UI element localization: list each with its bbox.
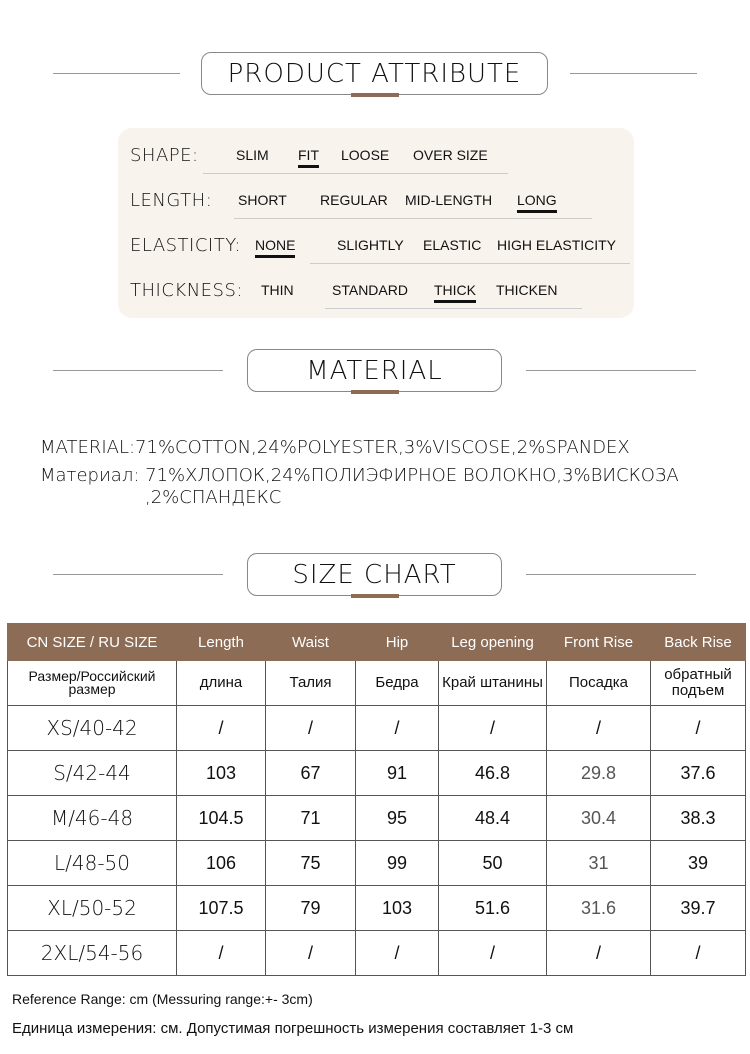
table-cell: 104.5 (177, 796, 266, 841)
table-cell: 2XL/54-56 (8, 931, 177, 976)
table-cell: / (356, 706, 439, 751)
attribute-panel (118, 128, 634, 318)
attribute-row (130, 275, 630, 305)
table-cell: 31.6 (547, 886, 651, 931)
table-cell: 48.4 (439, 796, 547, 841)
table-cell: L/48-50 (8, 841, 177, 886)
column-header-ru: Талия (266, 661, 356, 706)
attribute-option: FIT (298, 147, 319, 163)
attribute-option: ELASTIC (423, 237, 482, 253)
table-row (8, 841, 746, 886)
attribute-option: MID-LENGTH (405, 192, 493, 208)
table-cell: / (651, 931, 746, 976)
attribute-row (130, 140, 630, 170)
attribute-label: THICKNESS: (130, 279, 243, 301)
attribute-option: NONE (255, 237, 296, 253)
table-cell: 38.3 (651, 796, 746, 841)
table-cell: 31 (547, 841, 651, 886)
column-header-ru: Посадка (547, 661, 651, 706)
table-cell: / (439, 706, 547, 751)
table-cell: XS/40-42 (8, 706, 177, 751)
material-ru-value-cont: ,2%СПАНДЕКС (145, 487, 282, 508)
table-cell: 46.8 (439, 751, 547, 796)
attribute-option: THICKEN (496, 282, 558, 298)
attribute-option: SLIGHTLY (337, 237, 404, 253)
table-cell: 103 (177, 751, 266, 796)
material-en-value: 71%COTTON,24%POLYESTER,3%VISCOSE,2%SPANDEX (135, 437, 630, 458)
note-ru: Единица измерения: см. Допустимая погрешность измерения составляет 1-3 см (12, 1020, 574, 1037)
table-cell: 107.5 (177, 886, 266, 931)
column-header: CN SIZE / RU SIZE (8, 624, 177, 661)
attribute-option: SHORT (238, 192, 287, 208)
table-cell: / (651, 706, 746, 751)
note-en: Reference Range: cm (Messuring range:+- 3cm) (12, 991, 313, 1007)
attribute-option: THICK (434, 282, 476, 298)
column-header: Length (177, 624, 266, 661)
column-header: Leg opening (439, 624, 547, 661)
column-header: Front Rise (547, 624, 651, 661)
table-cell: / (439, 931, 547, 976)
table-cell: XL/50-52 (8, 886, 177, 931)
table-row (8, 796, 746, 841)
table-cell: 103 (356, 886, 439, 931)
table-cell: / (266, 931, 356, 976)
table-cell: 37.6 (651, 751, 746, 796)
table-cell: 95 (356, 796, 439, 841)
table-cell: 71 (266, 796, 356, 841)
table-cell: 79 (266, 886, 356, 931)
table-cell: / (547, 931, 651, 976)
table-cell: / (177, 931, 266, 976)
section-title: MATERIAL (247, 349, 502, 392)
attribute-row (130, 230, 630, 260)
attribute-option: LOOSE (341, 147, 390, 163)
table-cell: 67 (266, 751, 356, 796)
table-row (8, 931, 746, 976)
table-cell: 39 (651, 841, 746, 886)
column-header-ru: Край штанины (439, 661, 547, 706)
attribute-option: THIN (261, 282, 294, 298)
section-title: SIZE CHART (247, 553, 502, 596)
attribute-label: SHAPE: (130, 144, 199, 166)
table-cell: 91 (356, 751, 439, 796)
table-cell: M/46-48 (8, 796, 177, 841)
header-row-ru (8, 661, 746, 706)
table-row (8, 751, 746, 796)
table-row (8, 706, 746, 751)
table-cell: 39.7 (651, 886, 746, 931)
table-cell: 99 (356, 841, 439, 886)
header-row (8, 624, 746, 661)
material-ru-label: Материал: (40, 465, 140, 486)
column-header-ru: обратный подъем (651, 661, 746, 706)
attribute-option: HIGH ELASTICITY (497, 237, 617, 253)
table-cell: 29.8 (547, 751, 651, 796)
attribute-option: LONG (517, 192, 557, 208)
material-en-label: MATERIAL: (40, 437, 136, 458)
table-cell: / (547, 706, 651, 751)
column-header: Hip (356, 624, 439, 661)
table-cell: / (266, 706, 356, 751)
material-en (40, 437, 630, 458)
table-cell: 106 (177, 841, 266, 886)
attribute-option: REGULAR (320, 192, 388, 208)
column-header-ru: Бедра (356, 661, 439, 706)
table-cell: 75 (266, 841, 356, 886)
table-cell: 51.6 (439, 886, 547, 931)
attribute-row (130, 185, 630, 215)
attribute-label: ELASTICITY: (130, 234, 241, 256)
attribute-option: SLIM (236, 147, 269, 163)
column-header: Waist (266, 624, 356, 661)
column-header: Back Rise (651, 624, 746, 661)
size-chart-table (7, 623, 746, 976)
material-ru (40, 465, 679, 486)
attribute-label: LENGTH: (130, 189, 213, 211)
material-ru-value: 71%ХЛОПОК,24%ПОЛИЭФИРНОЕ ВОЛОКНО,3%ВИСКОЗА (145, 465, 679, 486)
attribute-option: STANDARD (332, 282, 408, 298)
attribute-option: OVER SIZE (413, 147, 488, 163)
table-row (8, 886, 746, 931)
table-cell: / (177, 706, 266, 751)
table-cell: 50 (439, 841, 547, 886)
section-title: PRODUCT ATTRIBUTE (201, 52, 548, 95)
column-header-ru: Размер/Российский размер (8, 661, 177, 706)
table-cell: / (356, 931, 439, 976)
table-cell: 30.4 (547, 796, 651, 841)
column-header-ru: длина (177, 661, 266, 706)
table-cell: S/42-44 (8, 751, 177, 796)
